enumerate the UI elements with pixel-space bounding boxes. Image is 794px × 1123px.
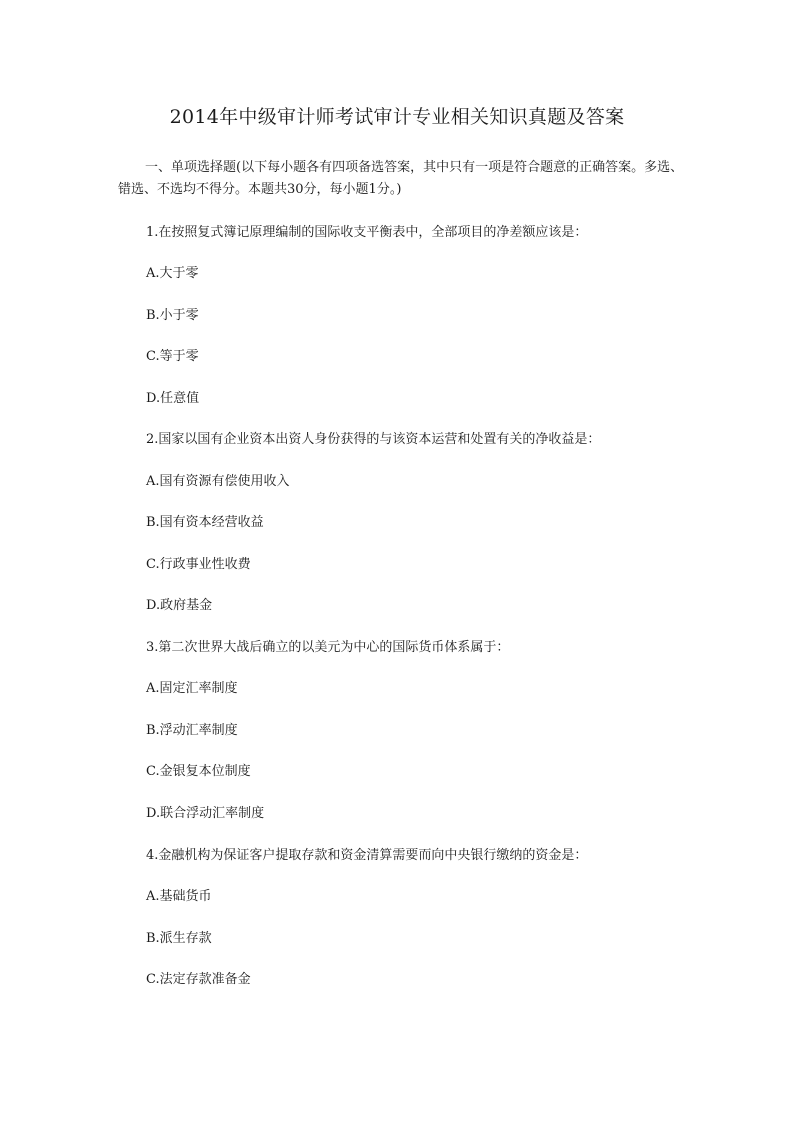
- question-4-option-c: C.法定存款准备金: [146, 972, 251, 987]
- question-3-option-c: C.金银复本位制度: [146, 764, 251, 779]
- question-1-stem: 1.在按照复式簿记原理编制的国际收支平衡表中，全部项目的净差额应该是：: [146, 225, 588, 240]
- question-2-option-a: A.国有资源有偿使用收入: [146, 474, 290, 489]
- question-3-stem: 3.第二次世界大战后确立的以美元为中心的国际货币体系属于：: [146, 640, 510, 655]
- section-intro: 一、单项选择题(以下每小题各有四项备选答案，其中只有一项是符合题意的正确答案。多选、错选、不选均不得分。本题共30分，每小题1分。): [118, 160, 684, 197]
- question-1-option-a: A.大于零: [146, 266, 199, 281]
- document-title: 2014年中级审计师考试审计专业相关知识真题及答案: [169, 106, 625, 128]
- question-1-option-d: D.任意值: [146, 391, 200, 406]
- question-4-stem: 4.金融机构为保证客户提取存款和资金清算需要而向中央银行缴纳的资金是：: [146, 848, 588, 863]
- question-2-option-b: B.国有资本经营收益: [146, 515, 264, 530]
- question-1-option-b: B.小于零: [146, 308, 199, 323]
- question-3-option-a: A.固定汇率制度: [146, 681, 238, 696]
- question-1-option-c: C.等于零: [146, 349, 199, 364]
- question-2-stem: 2.国家以国有企业资本出资人身份获得的与该资本运营和处置有关的净收益是：: [146, 432, 601, 447]
- question-3-option-d: D.联合浮动汇率制度: [146, 806, 265, 821]
- question-4-option-b: B.派生存款: [146, 931, 212, 946]
- question-3-option-b: B.浮动汇率制度: [146, 723, 238, 738]
- question-2-option-c: C.行政事业性收费: [146, 557, 251, 572]
- question-2-option-d: D.政府基金: [146, 598, 213, 613]
- question-4-option-a: A.基础货币: [146, 889, 212, 904]
